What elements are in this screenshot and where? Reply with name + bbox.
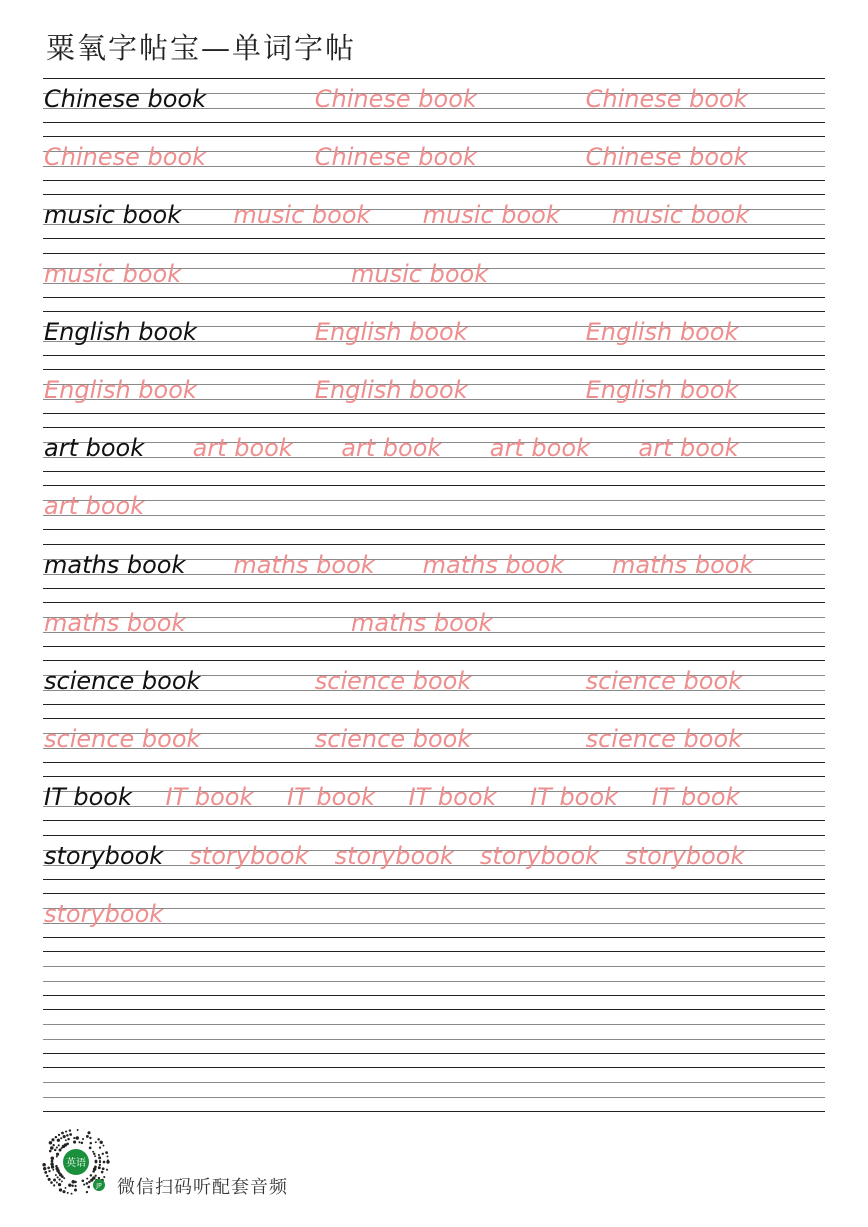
guide-rule — [43, 297, 825, 298]
trace-word: maths book — [44, 608, 186, 637]
guide-rule — [43, 427, 825, 428]
footer — [41, 1127, 441, 1207]
guide-rule — [43, 544, 825, 545]
qr-badge: JP — [96, 1182, 102, 1190]
practice-sheet — [43, 0, 825, 1227]
trace-word: English book — [44, 376, 197, 404]
trace-word: storybook — [479, 841, 600, 870]
footer-audio-hint: 微信扫码听配套音频 — [117, 1177, 288, 1198]
guide-rule — [43, 355, 825, 356]
model-word: IT book — [44, 783, 132, 812]
page-title: 粟氧字帖宝—单词字帖 — [46, 31, 357, 65]
trace-word: science book — [314, 667, 472, 695]
guide-rule — [43, 78, 825, 79]
trace-word: art book — [638, 434, 739, 463]
guide-rule — [43, 238, 825, 239]
model-word: English book — [44, 317, 197, 346]
trace-word: English book — [314, 376, 468, 404]
trace-word: maths book — [233, 550, 375, 579]
guide-rule — [43, 893, 825, 894]
guide-rule — [43, 194, 825, 195]
guide-rule — [43, 529, 825, 530]
guide-rule — [43, 485, 825, 486]
guide-rule — [43, 951, 825, 952]
model-word: maths book — [44, 550, 186, 579]
model-word: science book — [44, 667, 201, 695]
guide-rule — [43, 602, 825, 603]
guide-rule — [43, 1111, 825, 1112]
model-word: Chinese book — [44, 85, 207, 113]
trace-word: IT book — [287, 783, 375, 812]
guide-rule — [43, 500, 825, 501]
guide-rule — [43, 937, 825, 938]
guide-rule — [43, 588, 825, 589]
wechat-mini-program-qr-icon[interactable] — [41, 1127, 111, 1197]
trace-word: Chinese book — [585, 85, 748, 113]
trace-word: English book — [585, 376, 739, 404]
trace-word: Chinese book — [314, 143, 477, 172]
trace-word: music book — [233, 201, 371, 230]
guide-rule — [43, 311, 825, 312]
guide-rule — [43, 835, 825, 836]
qr-label: 英语 — [66, 1158, 86, 1169]
trace-word: art book — [192, 434, 293, 463]
trace-word: science book — [44, 725, 201, 754]
trace-word: IT book — [408, 783, 497, 812]
guide-rule — [43, 369, 825, 370]
guide-rule — [43, 1039, 825, 1040]
trace-word: science book — [585, 667, 743, 695]
trace-word: Chinese book — [585, 143, 748, 172]
trace-word: IT book — [530, 783, 618, 812]
guide-rule — [43, 879, 825, 880]
trace-word: science book — [585, 725, 743, 754]
guide-rule — [43, 1053, 825, 1054]
guide-rule — [43, 253, 825, 254]
guide-rule — [43, 762, 825, 763]
guide-rule — [43, 1082, 825, 1083]
trace-word: art book — [341, 434, 442, 463]
trace-word: English book — [314, 317, 468, 346]
guide-rule — [43, 966, 825, 967]
guide-rule — [43, 1024, 825, 1025]
model-word: music book — [44, 201, 182, 230]
trace-word: storybook — [44, 899, 164, 928]
guide-rule — [43, 776, 825, 777]
guide-rule — [43, 718, 825, 719]
guide-rule — [43, 515, 825, 516]
guide-rule — [43, 136, 825, 137]
guide-rule — [43, 981, 825, 982]
trace-word: storybook — [189, 841, 309, 870]
model-word: art book — [44, 434, 145, 463]
guide-rule — [43, 1067, 825, 1068]
guide-rule — [43, 1097, 825, 1098]
trace-word: music book — [422, 201, 560, 230]
trace-word: maths book — [351, 608, 493, 637]
guide-rule — [43, 1009, 825, 1010]
trace-word: maths book — [612, 550, 754, 579]
trace-word: IT book — [651, 783, 740, 812]
trace-word: Chinese book — [314, 85, 477, 113]
trace-word: English book — [585, 317, 739, 346]
guide-rule — [43, 471, 825, 472]
trace-word: Chinese book — [44, 143, 207, 172]
trace-word: art book — [489, 434, 590, 463]
guide-rule — [43, 413, 825, 414]
model-word: storybook — [44, 841, 164, 870]
guide-rule — [43, 820, 825, 821]
guide-rule — [43, 646, 825, 647]
guide-rule — [43, 995, 825, 996]
trace-word: music book — [612, 201, 750, 230]
trace-word: music book — [44, 259, 182, 288]
guide-rule — [43, 660, 825, 661]
trace-word: IT book — [165, 783, 254, 812]
trace-word: maths book — [422, 550, 564, 579]
trace-word: science book — [314, 725, 472, 754]
guide-rule — [43, 704, 825, 705]
trace-word: music book — [351, 259, 489, 288]
trace-word: art book — [44, 492, 145, 521]
trace-word: storybook — [334, 841, 454, 870]
trace-word: storybook — [625, 841, 745, 870]
guide-rule — [43, 122, 825, 123]
guide-rule — [43, 180, 825, 181]
